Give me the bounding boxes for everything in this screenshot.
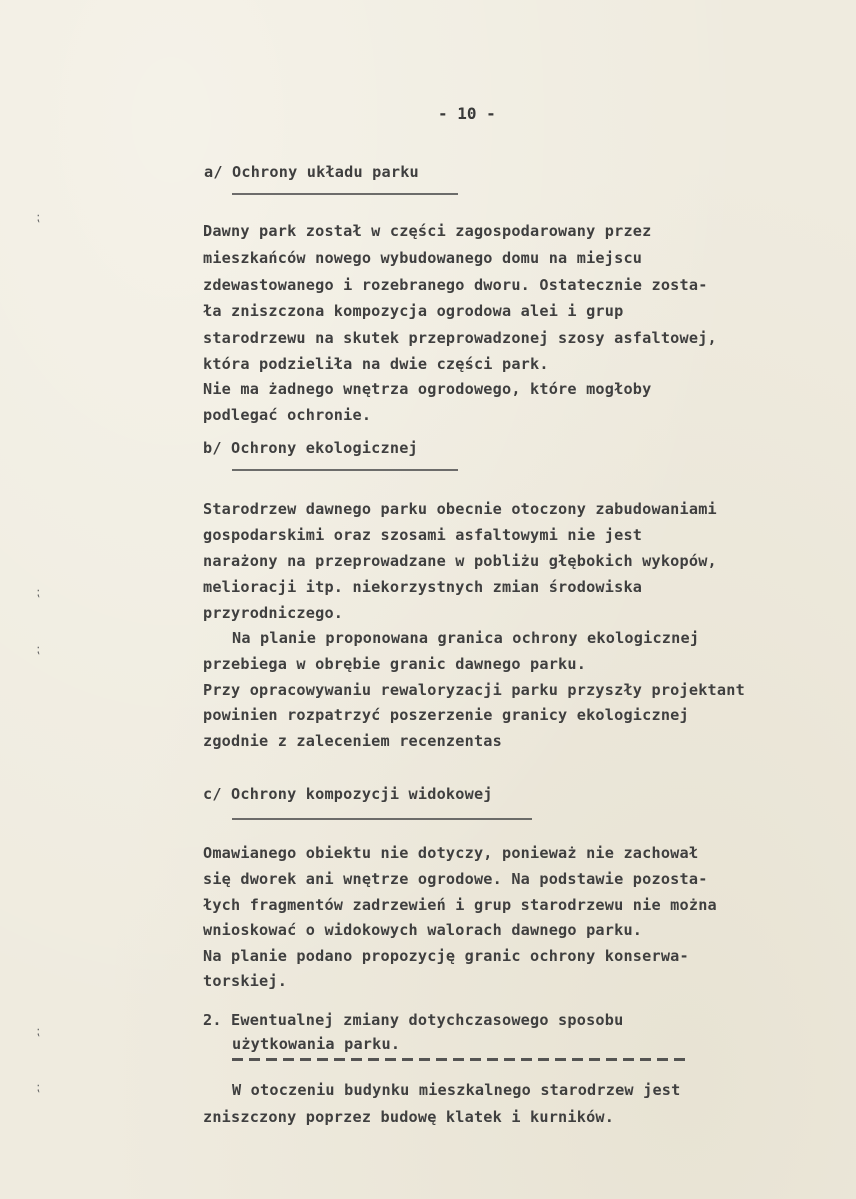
dashed-underline: [232, 1058, 688, 1061]
text-line: mieszkańców nowego wybudowanego domu na miejscu: [203, 249, 643, 267]
margin-mark: ⁏: [36, 585, 41, 599]
text-line: gospodarskimi oraz szosami asfaltowymi nie jest: [203, 526, 643, 544]
page-number: - 10 -: [438, 104, 496, 123]
text-line: starodrzewu na skutek przeprowadzonej szosy asfaltowej,: [203, 329, 717, 347]
text-line: Na planie proponowana granica ochrony ekologicznej: [232, 629, 700, 647]
text-line: melioracji itp. niekorzystnych zmian środowiska: [203, 578, 643, 596]
text-line: Starodrzew dawnego parku obecnie otoczony zabudowaniami: [203, 500, 717, 518]
heading-underline-b: [232, 469, 458, 471]
text-line: W otoczeniu budynku mieszkalnego starodrzew jest: [232, 1081, 681, 1099]
section-heading-2: 2. Ewentualnej zmiany dotychczasowego sposobu: [203, 1011, 624, 1029]
text-line: przyrodniczego.: [203, 604, 344, 622]
text-line: narażony na przeprowadzane w pobliżu głębokich wykopów,: [203, 552, 717, 570]
section-heading-2-cont: użytkowania parku.: [232, 1035, 401, 1053]
text-line: zniszczony poprzez budowę klatek i kurników.: [203, 1108, 615, 1126]
margin-mark: ⁏: [36, 210, 41, 224]
text-line: Na planie podano propozycję granic ochrony konserwa-: [203, 947, 689, 965]
text-line: zdewastowanego i rozebranego dworu. Ostatecznie zosta-: [203, 276, 708, 294]
text-line: torskiej.: [203, 972, 288, 990]
text-line: przebiega w obrębie granic dawnego parku.: [203, 655, 587, 673]
text-line: się dworek ani wnętrze ogrodowe. Na podstawie pozosta-: [203, 870, 708, 888]
margin-mark: ⁏: [36, 1024, 41, 1038]
text-line: podlegać ochronie.: [203, 406, 372, 424]
margin-mark: ⁏: [36, 642, 41, 656]
heading-underline-a: [232, 193, 458, 195]
margin-mark: ⁏: [36, 1080, 41, 1094]
heading-underline-c: [232, 818, 532, 820]
text-line: wnioskować o widokowych walorach dawnego parku.: [203, 921, 643, 939]
text-line: Przy opracowywaniu rewaloryzacji parku przyszły projektant: [203, 681, 745, 699]
text-line: która podzieliła na dwie części park.: [203, 355, 549, 373]
text-line: łych fragmentów zadrzewień i grup starodrzewu nie można: [203, 896, 717, 914]
text-line: powinien rozpatrzyć poszerzenie granicy ekologicznej: [203, 706, 689, 724]
text-line: Nie ma żadnego wnętrza ogrodowego, które mogłoby: [203, 380, 652, 398]
text-line: zgodnie z zaleceniem recenzentas: [203, 732, 502, 750]
section-heading-b: b/ Ochrony ekologicznej: [203, 439, 418, 457]
text-line: ła zniszczona kompozycja ogrodowa alei i grup: [203, 302, 624, 320]
section-heading-c: c/ Ochrony kompozycji widokowej: [203, 785, 493, 803]
text-line: Omawianego obiektu nie dotyczy, ponieważ nie zachował: [203, 844, 699, 862]
text-line: Dawny park został w części zagospodarowany przez: [203, 222, 652, 240]
section-heading-a: a/ Ochrony układu parku: [204, 163, 419, 181]
